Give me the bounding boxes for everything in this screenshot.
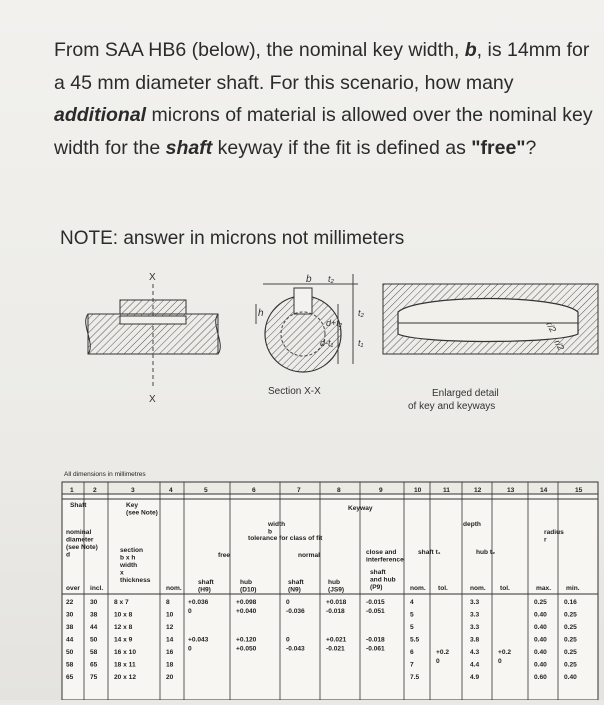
cell-nominal-width: 14 bbox=[166, 636, 174, 644]
note-text: NOTE: answer in microns not millimeters bbox=[60, 228, 405, 249]
cell-t1-nom: 6 bbox=[410, 649, 414, 656]
cell-incl: 65 bbox=[90, 661, 98, 669]
header-shaft: Shaft bbox=[70, 502, 87, 509]
cell-over: 30 bbox=[66, 611, 74, 619]
header-keyway: Keyway bbox=[348, 505, 373, 512]
cell-r-min: 0.25 bbox=[564, 649, 577, 656]
cell-t1-nom: 5.5 bbox=[410, 636, 420, 644]
cell-p9: -0.015 -0.051 bbox=[366, 599, 385, 615]
dim-t2-label: t₂ bbox=[328, 274, 334, 284]
column-number: 2 bbox=[93, 487, 97, 494]
header-width: width b bbox=[268, 521, 286, 536]
cell-nominal-width: 12 bbox=[166, 624, 174, 631]
header-section: section b x h width x thickness bbox=[120, 547, 151, 584]
cell-incl: 30 bbox=[90, 599, 98, 606]
cell-r-min: 0.25 bbox=[564, 661, 577, 669]
cell-t2-nom: 4.9 bbox=[470, 674, 480, 681]
cell-section: 16 x 10 bbox=[114, 649, 136, 656]
header-hub-t2: hub t₂ bbox=[476, 549, 496, 556]
cell-r-min: 0.40 bbox=[564, 674, 577, 681]
key-keyway-figure bbox=[58, 264, 600, 700]
cell-incl: 75 bbox=[90, 674, 98, 681]
cell-incl: 50 bbox=[90, 636, 98, 644]
cell-shaft-h9: +0.036 0 bbox=[188, 599, 209, 615]
cell-over: 65 bbox=[66, 674, 74, 681]
cell-nominal-width: 20 bbox=[166, 674, 174, 681]
cell-nominal-width: 10 bbox=[166, 611, 174, 619]
cell-incl: 38 bbox=[90, 611, 98, 619]
cell-hub-d10: +0.120 +0.050 bbox=[236, 636, 257, 653]
cell-r-min: 0.25 bbox=[564, 624, 577, 631]
cell-r-min: 0.16 bbox=[564, 599, 577, 606]
emphasis-additional: additional bbox=[54, 104, 147, 126]
cell-hub-d10: +0.098 +0.040 bbox=[236, 599, 257, 615]
cell-r-max: 0.40 bbox=[534, 649, 547, 656]
header-t2-nom: nom. bbox=[470, 585, 486, 592]
cell-r-max: 0.60 bbox=[534, 674, 547, 681]
header-tolerance: tolerance for class of fit bbox=[248, 535, 323, 542]
cell-section: 8 x 7 bbox=[114, 599, 129, 606]
section-x-x-label: Section X-X bbox=[268, 386, 321, 397]
standard-excerpt-image bbox=[58, 264, 600, 700]
question-part: ? bbox=[525, 136, 537, 159]
cell-incl: 58 bbox=[90, 649, 98, 656]
cell-t1-nom: 7.5 bbox=[410, 674, 420, 681]
dim-d-minus-t1-label: d-t₁ bbox=[320, 338, 334, 348]
header-over: over bbox=[66, 585, 80, 592]
column-number: 12 bbox=[474, 487, 482, 494]
cell-nominal-width: 8 bbox=[166, 599, 170, 606]
cell-t1-nom: 4 bbox=[410, 599, 414, 606]
column-number: 1 bbox=[70, 487, 74, 494]
header-t2-tol: tol. bbox=[500, 585, 510, 592]
question-part: , is 14mm for a 45 mm diameter shaft. For this scenario, how many bbox=[54, 39, 590, 94]
cell-section: 14 x 9 bbox=[114, 636, 133, 644]
header-shaft-h9: shaft (H9) bbox=[198, 579, 214, 594]
enlarged-detail-label-1: Enlarged detail bbox=[432, 388, 499, 399]
cell-shaft-h9: +0.043 0 bbox=[188, 636, 209, 653]
key-width-symbol: b bbox=[464, 39, 477, 61]
question-part: From SAA HB6 (below), the nominal key width, bbox=[54, 39, 465, 61]
header-nominal-diameter: nominal diameter (see Note) d bbox=[66, 529, 98, 559]
cell-incl: 44 bbox=[90, 624, 98, 631]
cell-t2-nom: 3.8 bbox=[470, 636, 480, 644]
cell-over: 22 bbox=[66, 599, 74, 606]
shaft-side-view bbox=[86, 272, 221, 405]
header-depth: depth bbox=[463, 521, 481, 528]
cell-over: 58 bbox=[66, 661, 74, 669]
header-nom: nom. bbox=[166, 585, 182, 592]
column-number: 5 bbox=[204, 487, 208, 494]
dim-b-label: b bbox=[306, 274, 312, 285]
cell-t2-nom: 3.3 bbox=[470, 611, 480, 619]
header-normal: normal bbox=[298, 552, 320, 559]
header-t1-nom: nom. bbox=[410, 585, 426, 592]
section-mark-top: X bbox=[149, 272, 156, 283]
header-hub-d10: hub (D10) bbox=[240, 579, 257, 594]
enlarged-detail-view bbox=[383, 284, 598, 412]
question-text bbox=[54, 34, 594, 164]
cell-t2-nom: 3.3 bbox=[470, 599, 480, 606]
cell-t1-nom: 7 bbox=[410, 661, 414, 669]
question-part: microns of material is allowed over the nominal key width for the bbox=[54, 104, 593, 159]
cell-shaft-n9: 0 -0.043 bbox=[286, 636, 305, 653]
cell-r-min: 0.25 bbox=[564, 611, 577, 619]
header-shaft-n9: shaft (N9) bbox=[288, 579, 304, 594]
header-hub-js9: hub (JS9) bbox=[328, 579, 345, 594]
column-number: 3 bbox=[131, 487, 135, 494]
dim-r2-top-label: r/2 bbox=[544, 320, 559, 335]
cell-section: 20 x 12 bbox=[114, 674, 136, 681]
cell-hub-js9: +0.021 -0.021 bbox=[326, 636, 347, 653]
cell-r-max: 0.40 bbox=[534, 661, 547, 669]
cell-nominal-width: 18 bbox=[166, 661, 174, 669]
column-number: 10 bbox=[414, 487, 422, 494]
column-number: 8 bbox=[337, 487, 341, 494]
column-number: 7 bbox=[297, 487, 301, 494]
cell-r-min: 0.25 bbox=[564, 636, 577, 644]
header-r-min: min. bbox=[566, 585, 580, 592]
cell-r-max: 0.40 bbox=[534, 611, 547, 619]
column-number: 4 bbox=[169, 487, 173, 494]
cell-r-max: 0.40 bbox=[534, 636, 547, 644]
column-number: 15 bbox=[575, 487, 583, 494]
cell-over: 38 bbox=[66, 624, 74, 631]
column-number: 6 bbox=[252, 487, 256, 494]
header-shaft-hub-p9: shaft and hub (P9) bbox=[370, 569, 396, 591]
key-dimensions-table bbox=[62, 471, 598, 700]
cell-section: 12 x 8 bbox=[114, 624, 133, 631]
dim-d-plus-t2-label: d+t₂ bbox=[326, 318, 343, 328]
section-x-x-view bbox=[256, 274, 365, 397]
enlarged-detail-label-2: of key and keyways bbox=[408, 401, 496, 412]
dim-t2-side-label: t₂ bbox=[358, 308, 364, 318]
cell-r-max: 0.25 bbox=[534, 599, 547, 606]
column-number: 14 bbox=[540, 487, 548, 494]
column-number: 11 bbox=[443, 487, 450, 494]
header-free: free bbox=[218, 552, 231, 559]
cell-t2-nom: 4.4 bbox=[470, 661, 480, 669]
question-part: keyway if the fit is defined as bbox=[212, 136, 472, 159]
cell-t2-nom: 4.3 bbox=[470, 649, 480, 656]
cell-section: 10 x 8 bbox=[114, 611, 133, 619]
header-r-max: max. bbox=[536, 585, 552, 592]
cell-t2-tol: +0.2 0 bbox=[498, 649, 512, 665]
cell-over: 44 bbox=[66, 636, 74, 644]
cell-t1-nom: 5 bbox=[410, 611, 414, 619]
header-radius: radius r bbox=[544, 529, 564, 544]
cell-nominal-width: 16 bbox=[166, 649, 174, 656]
table-caption: All dimensions in millimetres bbox=[64, 471, 146, 478]
cell-t2-nom: 3.3 bbox=[470, 624, 480, 631]
emphasis-shaft: shaft bbox=[165, 136, 213, 159]
dim-t1-side-label: t₁ bbox=[358, 338, 364, 348]
cell-t1-nom: 5 bbox=[410, 624, 414, 631]
column-number: 9 bbox=[379, 487, 383, 494]
cell-p9: -0.018 -0.061 bbox=[366, 636, 385, 653]
cell-section: 18 x 11 bbox=[114, 661, 136, 669]
cell-hub-js9: +0.018 -0.018 bbox=[326, 599, 347, 615]
dim-h-label: h bbox=[258, 308, 264, 319]
cell-over: 50 bbox=[66, 649, 74, 656]
emphasis-free: "free" bbox=[471, 136, 526, 159]
header-incl: incl. bbox=[90, 585, 104, 592]
cell-shaft-n9: 0 -0.036 bbox=[286, 599, 305, 615]
header-close-interference: close and interference bbox=[366, 549, 404, 564]
column-number: 13 bbox=[507, 487, 515, 494]
header-shaft-t1: shaft t₁ bbox=[418, 549, 441, 556]
cell-r-max: 0.40 bbox=[534, 624, 547, 631]
dim-r2-bottom-label: r/2 bbox=[552, 338, 567, 353]
section-mark-bottom: X bbox=[149, 394, 156, 405]
header-t1-tol: tol. bbox=[438, 585, 448, 592]
cell-t1-tol: +0.2 0 bbox=[436, 649, 450, 665]
header-key: Key (see Note) bbox=[126, 502, 158, 517]
